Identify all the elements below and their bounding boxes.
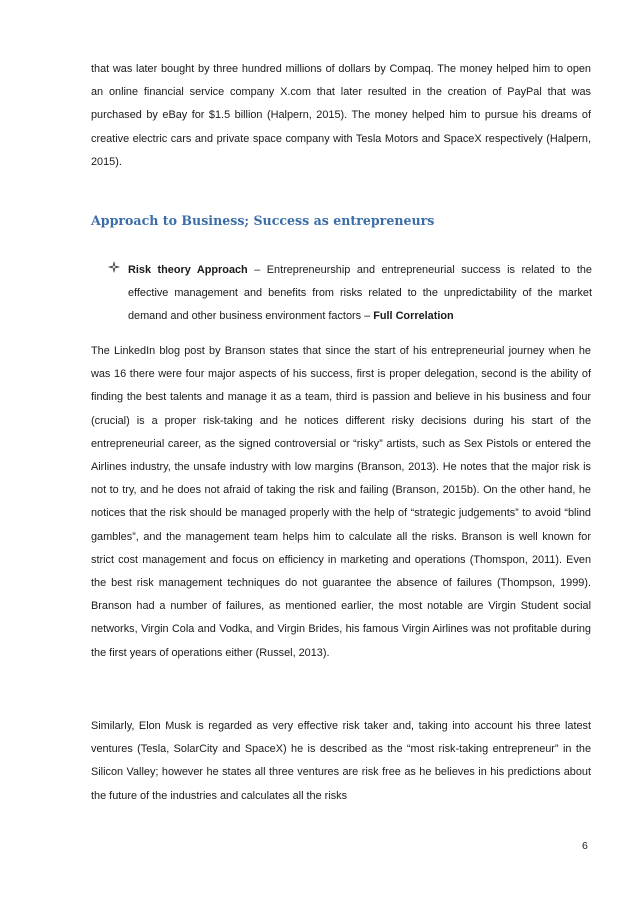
section-heading: Approach to Business; Success as entrepreneurs	[91, 213, 435, 228]
bullet-text	[128, 259, 592, 329]
paragraph-branson-risk: The LinkedIn blog post by Branson states that since the start of his entrepreneurial journey when he was 16 there were four major aspects of his success, first is proper delegation, second is the ability of finding the best talents and manage it as a team, third is passion and believe in his business and four (crucial) is a proper risk-taking and he notices different risky decisions during his start of the entrepreneurial career, as the signed controversial or “risky” artists, such as Sex Pistols or entered the Airlines industry, the unsafe industry with low margins (Branson, 2013). He notes that the major risk is not to try, and he does not afraid of taking the risk and failing (Branson, 2015b). On the other hand, he notices that the risk should be managed properly with the help of “strategic judgements” to avoid “blind gambles”, and the management team helps him to calculate all the risks. Branson is well known for strict cost management and focus on efficiency in marketing and operations (Thomspon, 2011). Even the best risk management techniques do not guarantee the absence of failures (Thompson, 1999). Branson had a number of failures, as mentioned earlier, the most notable are Virgin Student social networks, Virgin Cola and Vodka, and Virgin Brides, his famous Virgin Airlines was not profitable during the first years of operations either (Russel, 2013).	[91, 345, 591, 659]
paragraph-musk-background: that was later bought by three hundred millions of dollars by Compaq. The money helped him to open an online financial service company X.com that later resulted in the creation of PayPal that was purchased by eBay for $1.5 billion (Halpern, 2015). The money helped him to pursue his dreams of creative electric cars and private space company with Tesla Motors and SpaceX respectively (Halpern, 2015).	[91, 63, 591, 168]
bullet-item-risk-theory	[108, 259, 592, 329]
page-number: 6	[582, 840, 588, 852]
paragraph-musk-risk: Similarly, Elon Musk is regarded as very effective risk taker and, taking into account his three latest ventures (Tesla, SolarCity and SpaceX) he is described as the “most risk-taking entrepreneur” in the Silicon Valley; however he states all three ventures are risk free as he believes in his predictions about the future of the industries and calculates all the risks	[91, 720, 591, 802]
bullet-bold-tail: Full Correlation	[373, 310, 454, 323]
bullet-body: – Entrepreneurship and entrepreneurial success is related to the effective management and benefits from risks related to the unpredictability of the market demand and other business environment factors –	[128, 264, 592, 323]
bullet-bold-lead: Risk theory Approach	[128, 264, 248, 276]
diamond-bullet-icon	[108, 261, 120, 273]
